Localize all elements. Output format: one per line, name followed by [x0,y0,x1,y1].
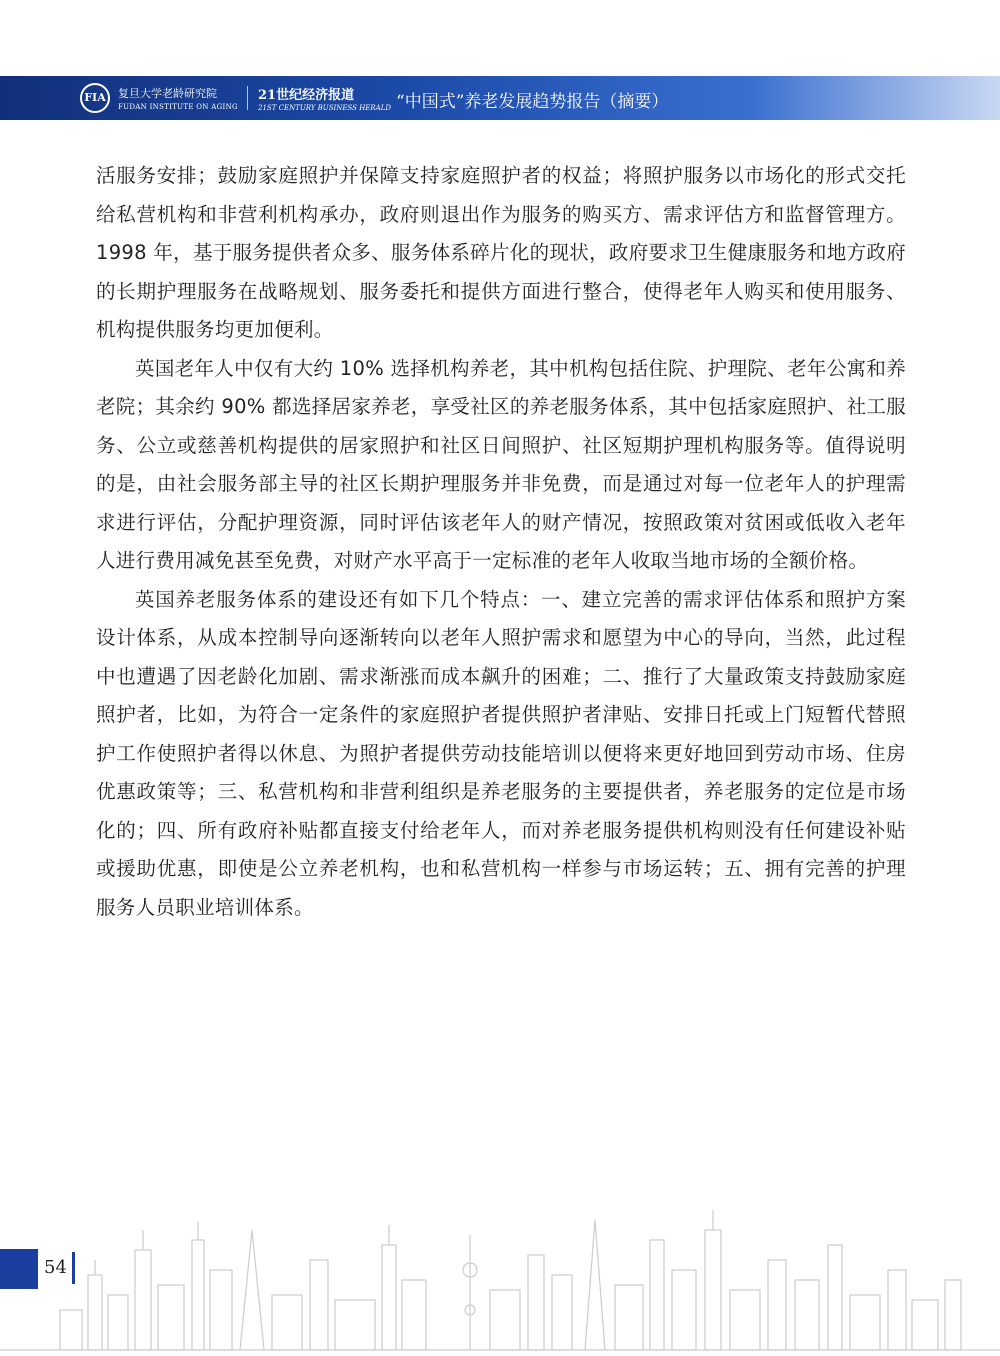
paragraph-2: 英国老年人中仅有大约 10% 选择机构养老，其中机构包括住院、护理院、老年公寓和养老院；其余约 90% 都选择居家养老，享受社区的养老服务体系，其中包括家庭照护、社工服务、公立或慈善机构提供的居家照护和社区日间照护、社区短期护理机构服务等。值得说明的是，由社会服务部主导的社区长期护理服务并非免费，而是通过对每一位老年人的护理需求进行评估，分配护理资源，同时评估该老年人的财产情况，按照政策对贫困或低收入老年人进行费用减免甚至免费，对财产水平高于一定标准的老年人收取当地市场的全额价格。 [96,356,906,572]
report-title: “中国式”养老发展趋势报告（摘要） [396,92,669,112]
header-divider [247,86,248,110]
page-number-block [0,1249,38,1289]
city-skyline-illustration [0,1200,1000,1356]
newspaper-name-en: 21ST CENTURY BUSINESS HERALD [258,104,391,112]
newspaper-logo [258,84,391,112]
page-number-bar [72,1252,75,1284]
institute-name-en: FUDAN INSTITUTE ON AGING [118,103,238,111]
institute-name-cn: 复旦大学老龄研究院 [118,87,217,100]
body-text [96,157,906,927]
paragraph-1: 活服务安排；鼓励家庭照护并保障支持家庭照护者的权益；将照护服务以市场化的形式交托给私营机构和非营利机构承办，政府则退出作为服务的购买方、需求评估方和监督管理方。1998 年，基于服务提供者众多、服务体系碎片化的现状，政府要求卫生健康服务和地方政府的长期护理服务在战略规划、服务委托和提供方面进行整合，使得老年人购买和使用服务、机构提供服务均更加便利。 [96,164,906,341]
institute-name [118,85,238,111]
paragraph-3: 英国养老服务体系的建设还有如下几个特点：一、建立完善的需求评估体系和照护方案设计体系，从成本控制导向逐渐转向以老年人照护需求和愿望为中心的导向，当然，此过程中也遭遇了因老龄化加剧、需求渐涨而成本飙升的困难；二、推行了大量政策支持鼓励家庭照护者，比如，为符合一定条件的家庭照护者提供照护者津贴、安排日托或上门短暂代替照护工作使照护者得以休息、为照护者提供劳动技能培训以便将来更好地回到劳动市场、住房优惠政策等；三、私营机构和非营利组织是养老服务的主要提供者，养老服务的定位是市场化的；四、所有政府补贴都直接支付给老年人，而对养老服务提供机构则没有任何建设补贴或援助优惠，即使是公立养老机构，也和私营机构一样参与市场运转；五、拥有完善的护理服务人员职业培训体系。 [96,587,906,919]
page-number: 54 [44,1257,67,1278]
header-band [0,76,1000,120]
newspaper-name-cn: 21世纪经济报道 [258,88,355,103]
fudan-aging-logo: FIA [80,83,110,113]
